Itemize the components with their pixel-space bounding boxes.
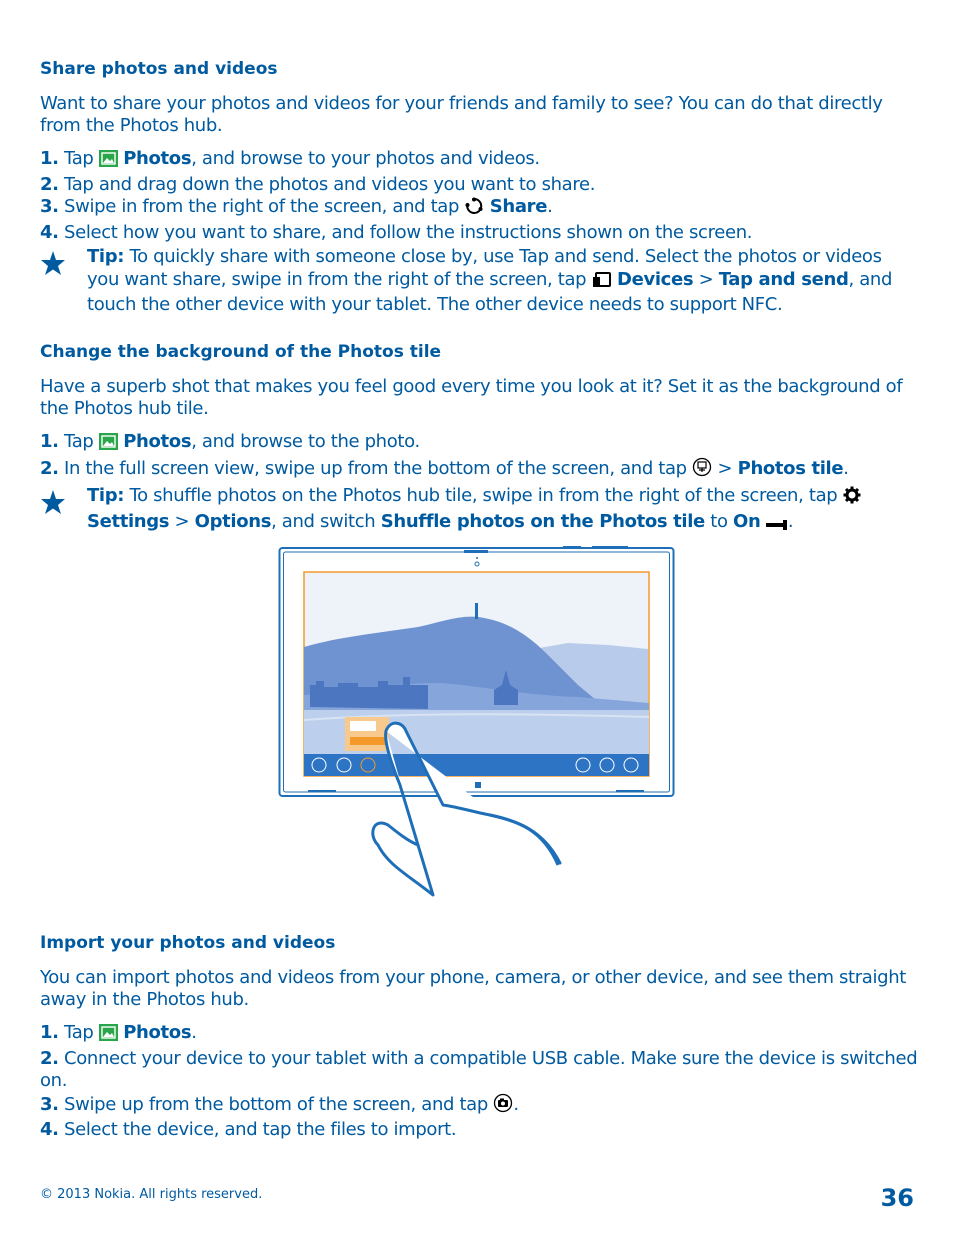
tip-label: Tip: [87, 485, 125, 506]
photos-link: Photos [123, 148, 192, 169]
step-number: 3. [40, 196, 59, 217]
toggle-on-icon [766, 514, 788, 537]
photos-icon [99, 433, 118, 457]
intro-background: Have a superb shot that makes you feel good every time you look at it? Set it as the background of the Photos hub tile. [40, 376, 903, 419]
heading-background: Change the background of the Photos tile [40, 342, 442, 362]
step-number: 2. [40, 457, 59, 479]
copyright: © 2013 Nokia. All rights reserved. [40, 1187, 263, 1202]
separator: > [693, 268, 719, 290]
step-number: 4. [40, 221, 59, 243]
step-text: . [547, 196, 553, 217]
photos-link: Photos [123, 431, 192, 452]
devices-icon [592, 272, 612, 295]
options-label: Options [194, 510, 272, 532]
step [40, 222, 752, 245]
intro-share: Want to share your photos and videos for your friends and family to see? You can do that directly from the Photos hub. [40, 93, 883, 136]
step-number: 1. [40, 148, 59, 169]
gear-icon [843, 486, 861, 511]
step-text: Tap and drag down the photos and videos you want to share. [58, 173, 596, 195]
step [40, 1093, 917, 1120]
step [40, 1048, 917, 1071]
step-text: Swipe up from the bottom of the screen, and tap [58, 1093, 494, 1115]
intro-import: You can import photos and videos from your phone, camera, or other device, and see them straight away in the Photos hub. [40, 967, 906, 1010]
tip-text: To quickly share with someone close by, use Tap and send. Select the photos or videos you want share, swipe in from the right of the screen, tap [87, 246, 882, 290]
step-text: on. [40, 1070, 68, 1091]
tip-background [87, 485, 917, 536]
step [40, 457, 849, 484]
step [40, 148, 752, 174]
step-text: Select how you want to share, and follow the instructions shown on the screen. [58, 221, 753, 243]
step [40, 1022, 917, 1048]
photos-icon [99, 150, 118, 174]
devices-label: Devices [617, 268, 694, 290]
step-text: Tap [58, 1022, 99, 1043]
step-text: Tap [58, 431, 99, 452]
shuffle-label: Shuffle photos on the Photos tile [380, 510, 705, 532]
step-text: . [843, 457, 849, 479]
photos-icon [99, 1024, 118, 1048]
tip-text: to [704, 510, 734, 532]
star-icon [40, 489, 66, 519]
steps-share [40, 148, 752, 244]
heading-import: Import your photos and videos [40, 933, 336, 953]
share-label: Share [489, 196, 548, 217]
step-number: 3. [40, 1093, 59, 1115]
settings-label: Settings [87, 510, 170, 532]
step-text: Connect your device to your tablet with a compatible USB cable. Make sure the device is switched [58, 1047, 918, 1069]
step-text: . [191, 1022, 197, 1043]
step [40, 174, 752, 197]
step-number: 1. [40, 1022, 59, 1043]
steps-import [40, 1022, 917, 1142]
tip-label: Tip: [87, 246, 125, 267]
step-text: . [513, 1093, 519, 1115]
steps-background [40, 431, 849, 483]
step-text: In the full screen view, swipe up from the bottom of the screen, and tap [58, 457, 693, 479]
separator: > [712, 457, 738, 479]
share-icon [464, 197, 484, 222]
tip-text: To shuffle photos on the Photos hub tile, swipe in from the right of the screen, tap [124, 485, 843, 506]
step [40, 196, 752, 222]
step [40, 1119, 917, 1142]
step-number: 2. [40, 1047, 59, 1069]
step-text: Swipe in from the right of the screen, and tap [58, 196, 465, 217]
on-label: On [733, 510, 761, 532]
star-icon [40, 250, 66, 280]
tip-text: , and touch the other device with your tablet. The other device needs to support NFC. [87, 268, 893, 315]
tip-text: , and switch [271, 510, 381, 532]
step-text: , and browse to the photo. [191, 431, 420, 452]
heading-share: Share photos and videos [40, 59, 278, 79]
step [40, 431, 849, 457]
import-icon [493, 1093, 513, 1120]
tablet-illustration [278, 545, 678, 904]
step [40, 1070, 917, 1093]
tip-text: . [787, 510, 794, 532]
step-text: , and browse to your photos and videos. [191, 148, 540, 169]
tip-share [87, 246, 917, 317]
step-text: Tap [58, 148, 99, 169]
photos-tile-icon [692, 457, 712, 484]
step-number: 1. [40, 431, 59, 452]
separator: > [169, 510, 195, 532]
step-number: 4. [40, 1119, 59, 1140]
tap-and-send-label: Tap and send [718, 268, 849, 290]
step-text: Select the device, and tap the files to import. [58, 1119, 457, 1140]
step-number: 2. [40, 173, 59, 195]
photos-tile-label: Photos tile [737, 457, 844, 479]
photos-link: Photos [123, 1022, 192, 1043]
page-number: 36 [880, 1184, 914, 1212]
